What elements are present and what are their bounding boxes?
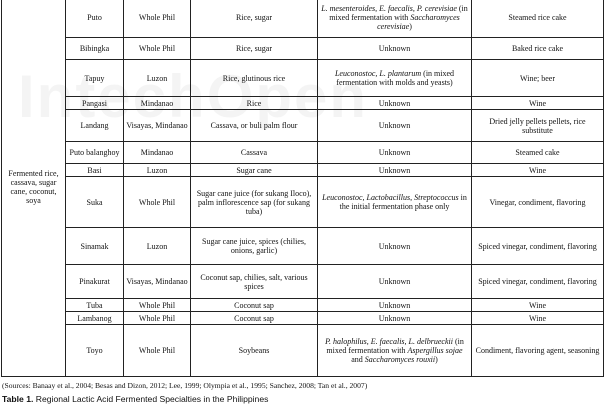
product-cell: Tuba xyxy=(66,299,124,312)
distribution-cell: Mindanao xyxy=(124,142,191,164)
organisms-cell: Unknown xyxy=(318,164,472,177)
table-row xyxy=(2,60,604,97)
table-row xyxy=(2,312,604,325)
organisms-cell: Unknown xyxy=(318,312,472,325)
distribution-cell: Whole Phil xyxy=(124,299,191,312)
caption-text: Regional Lactic Acid Fermented Specialties in the Philippines xyxy=(35,394,269,404)
table-row xyxy=(2,164,604,177)
organisms-cell: Unknown xyxy=(318,110,472,142)
distribution-cell: Luzon xyxy=(124,60,191,97)
organisms-cell: Unknown xyxy=(318,142,472,164)
use-cell: Steamed cake xyxy=(472,142,604,164)
distribution-cell: Luzon xyxy=(124,228,191,265)
organisms-cell: Unknown xyxy=(318,38,472,60)
product-cell: Puto balanghoy xyxy=(66,142,124,164)
caption-label: Table 1. xyxy=(2,394,34,404)
substrate-cell: Coconut sap, chilies, salt, various spices xyxy=(191,265,318,299)
table-row xyxy=(2,177,604,228)
substrate-cell: Sugar cane juice, spices (chilies, onions, garlic) xyxy=(191,228,318,265)
product-cell: Bibingka xyxy=(66,38,124,60)
use-cell: Steamed rice cake xyxy=(472,0,604,38)
substrate-cell: Rice xyxy=(191,97,318,110)
use-cell: Wine xyxy=(472,164,604,177)
organisms-cell: L. mesenteroides, E. faecalis, P. cerevisiae (in mixed fermentation with Saccharomyces cerevisiae) xyxy=(318,0,472,38)
use-cell: Vinegar, condiment, flavoring xyxy=(472,177,604,228)
use-cell: Wine xyxy=(472,97,604,110)
distribution-cell: Whole Phil xyxy=(124,177,191,228)
organisms-cell: P. halophilus, E. faecalis, L. delbrueckii (in mixed fermentation with Aspergillus sojae and Saccharomyces rouxii) xyxy=(318,325,472,377)
table-row xyxy=(2,265,604,299)
fermented-foods-table xyxy=(1,0,604,377)
product-cell: Tapuy xyxy=(66,60,124,97)
distribution-cell: Mindanao xyxy=(124,97,191,110)
organisms-cell: Unknown xyxy=(318,97,472,110)
product-cell: Toyo xyxy=(66,325,124,377)
distribution-cell: Visayas, Mindanao xyxy=(124,110,191,142)
substrate-cell: Rice, glutinous rice xyxy=(191,60,318,97)
substrate-cell: Coconut sap xyxy=(191,299,318,312)
use-cell: Dried jelly pellets pellets, rice substitute xyxy=(472,110,604,142)
product-cell: Puto xyxy=(66,0,124,38)
sources-note: (Sources: Banaay et al., 2004; Besas and Dizon, 2012; Lee, 1999; Olympia et al., 1995; Sanchez, 2008; Tan et al., 2007) xyxy=(2,381,368,390)
organisms-cell: Unknown xyxy=(318,299,472,312)
product-cell: Sinamak xyxy=(66,228,124,265)
product-cell: Pinakurat xyxy=(66,265,124,299)
distribution-cell: Whole Phil xyxy=(124,0,191,38)
table-row xyxy=(2,142,604,164)
table-row xyxy=(2,0,604,38)
organisms-cell: Unknown xyxy=(318,265,472,299)
table-row xyxy=(2,228,604,265)
distribution-cell: Whole Phil xyxy=(124,312,191,325)
table-row xyxy=(2,299,604,312)
product-cell: Suka xyxy=(66,177,124,228)
table-row xyxy=(2,325,604,377)
substrate-cell: Sugar cane xyxy=(191,164,318,177)
substrate-cell: Soybeans xyxy=(191,325,318,377)
use-cell: Wine xyxy=(472,299,604,312)
organisms-cell: Unknown xyxy=(318,228,472,265)
substrate-cell: Coconut sap xyxy=(191,312,318,325)
distribution-cell: Luzon xyxy=(124,164,191,177)
substrate-cell: Rice, sugar xyxy=(191,0,318,38)
use-cell: Wine; beer xyxy=(472,60,604,97)
use-cell: Baked rice cake xyxy=(472,38,604,60)
table-body xyxy=(2,0,604,377)
product-cell: Basi xyxy=(66,164,124,177)
group-label-cell: Fermented rice, cassava, sugar cane, coconut, soya xyxy=(2,0,66,377)
distribution-cell: Visayas, Mindanao xyxy=(124,265,191,299)
substrate-cell: Cassava, or buli palm flour xyxy=(191,110,318,142)
use-cell: Condiment, flavoring agent, seasoning xyxy=(472,325,604,377)
substrate-cell: Sugar cane juice (for sukang Iloco), palm inflorescence sap (for sukang tuba) xyxy=(191,177,318,228)
substrate-cell: Rice, sugar xyxy=(191,38,318,60)
product-cell: Lambanog xyxy=(66,312,124,325)
table-row xyxy=(2,97,604,110)
use-cell: Wine xyxy=(472,312,604,325)
distribution-cell: Whole Phil xyxy=(124,325,191,377)
substrate-cell: Cassava xyxy=(191,142,318,164)
product-cell: Pangasi xyxy=(66,97,124,110)
organisms-cell: Leuconostoc, Lactobacillus, Streptococcus in the initial fermentation phase only xyxy=(318,177,472,228)
organisms-cell: Leuconostoc, L. plantarum (in mixed fermentation with molds and yeasts) xyxy=(318,60,472,97)
table-caption xyxy=(2,394,474,404)
product-cell: Landang xyxy=(66,110,124,142)
table-row xyxy=(2,38,604,60)
use-cell: Spiced vinegar, condiment, flavoring xyxy=(472,265,604,299)
use-cell: Spiced vinegar, condiment, flavoring xyxy=(472,228,604,265)
table-row xyxy=(2,110,604,142)
distribution-cell: Whole Phil xyxy=(124,38,191,60)
